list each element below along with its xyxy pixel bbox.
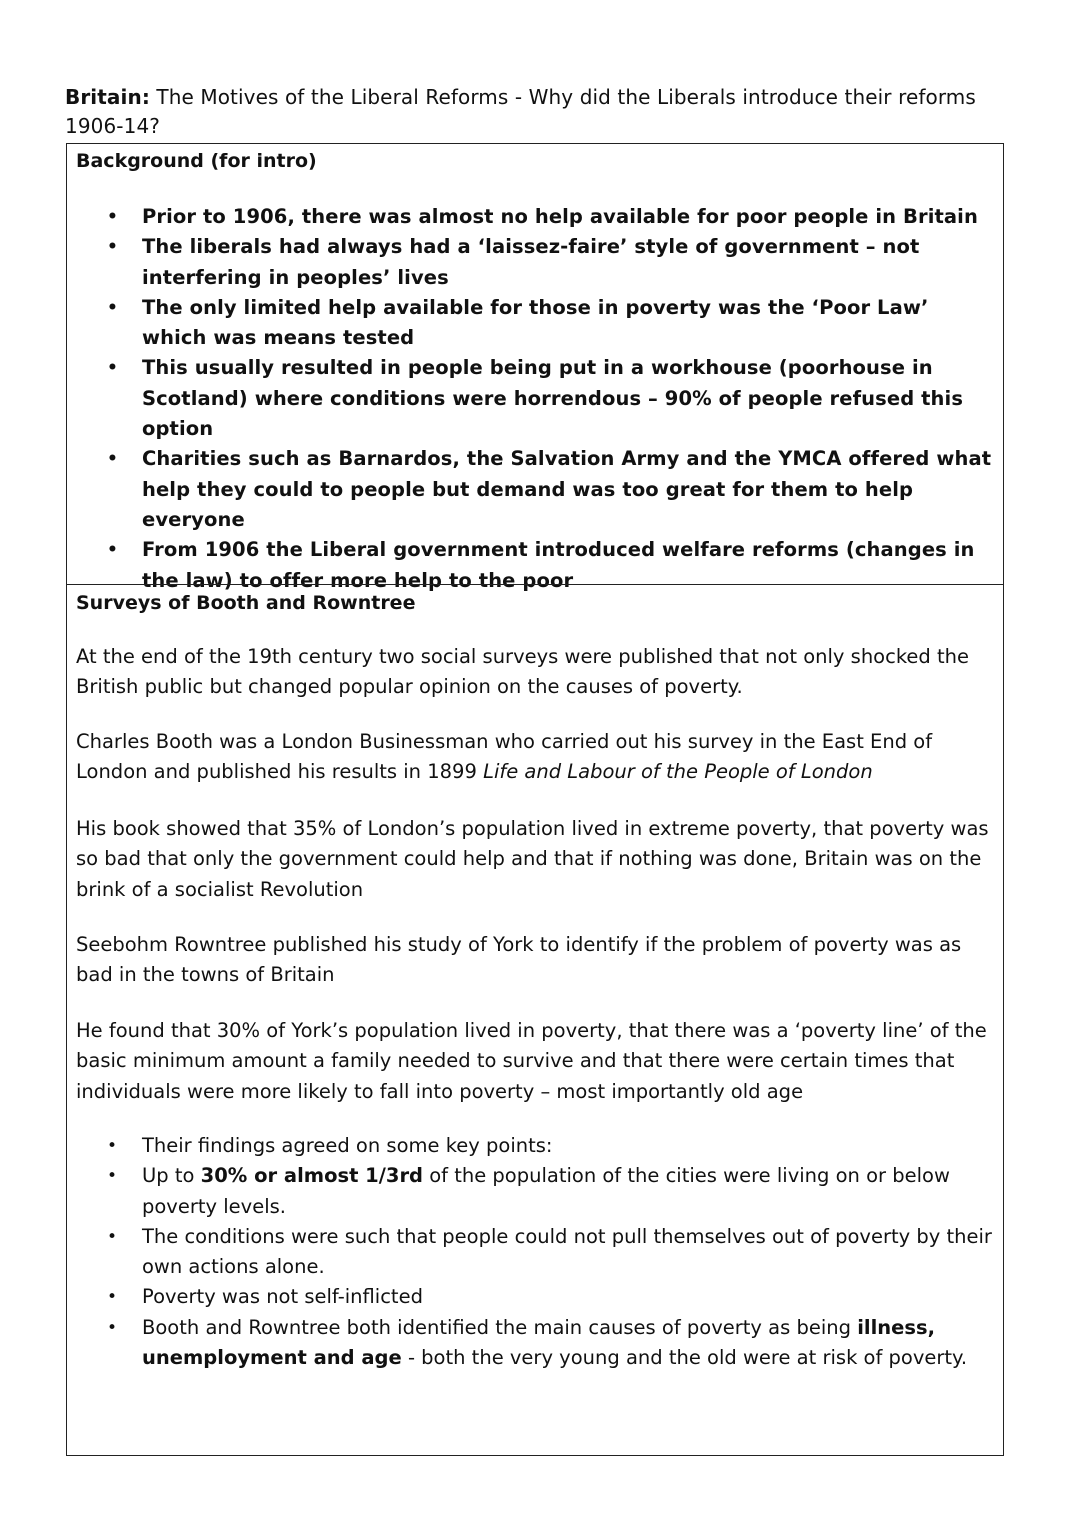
list-item-emphasis: 30% or almost 1/3rd bbox=[200, 1164, 424, 1188]
list-item-text: Booth and Rowntree both identified the main causes of poverty as being bbox=[142, 1315, 851, 1339]
list-item: • Prior to 1906, there was almost no help available for poor people in Britain bbox=[107, 202, 992, 232]
background-list bbox=[107, 202, 992, 596]
background-heading: Background (for intro) bbox=[76, 150, 317, 172]
list-item: • The conditions were such that people could not pull themselves out of poverty by their own actions alone. bbox=[107, 1222, 992, 1283]
list-item-emphasis: illness, unemployment and age bbox=[142, 1315, 935, 1370]
list-item-text: - both the very young and the old were at risk of poverty. bbox=[407, 1346, 968, 1370]
surveys-heading: Surveys of Booth and Rowntree bbox=[76, 592, 416, 614]
list-item-text: of the population of the cities were living on or below poverty levels. bbox=[142, 1164, 950, 1218]
list-item: • From 1906 the Liberal government introduced welfare reforms (changes in the law) to offer more help to the poor bbox=[107, 535, 992, 596]
list-item: • Their findings agreed on some key points: bbox=[107, 1131, 992, 1161]
booth-findings-paragraph: His book showed that 35% of London’s population lived in extreme poverty, that poverty was so bad that only the government could help and that if nothing was done, Britain was on the brink of a socialist Revolution bbox=[76, 817, 989, 901]
surveys-intro-paragraph: At the end of the 19th century two social surveys were published that not only shocked the British public but changed popular opinion on the causes of poverty. bbox=[76, 645, 970, 699]
surveys-section bbox=[66, 584, 1004, 1456]
key-points-list bbox=[107, 1131, 992, 1373]
list-item: • Charities such as Barnardos, the Salvation Army and the YMCA offered what help they could to people but demand was too great for them to help everyone bbox=[107, 444, 992, 535]
list-item: • Poverty was not self-inflicted bbox=[107, 1282, 992, 1312]
title-text: The Motives of the Liberal Reforms - Why did the Liberals introduce their reforms 1906-14? bbox=[65, 85, 976, 138]
rowntree-paragraph: Seebohm Rowntree published his study of York to identify if the problem of poverty was as bad in the towns of Britain bbox=[76, 933, 962, 987]
booth-paragraph bbox=[76, 727, 991, 788]
title-country: Britain: bbox=[65, 85, 150, 109]
list-item: • This usually resulted in people being put in a workhouse (poorhouse in Scotland) where conditions were horrendous – 90% of people refused this option bbox=[107, 353, 992, 444]
document-title bbox=[65, 83, 1025, 141]
list-item bbox=[107, 1161, 992, 1222]
background-section bbox=[66, 143, 1004, 592]
booth-book-title: Life and Labour of the People of London bbox=[483, 760, 873, 784]
york-findings-paragraph: He found that 30% of York’s population lived in poverty, that there was a ‘poverty line’ of the basic minimum amount a family needed to survive and that there were certain times that individuals were more likely to fall into poverty – most importantly old age bbox=[76, 1019, 987, 1103]
list-item: • The liberals had always had a ‘laissez-faire’ style of government – not interfering in peoples’ lives bbox=[107, 232, 992, 293]
booth-text: Charles Booth was a London Businessman who carried out his survey in the East End of London and published his results in 1899 bbox=[76, 730, 933, 784]
list-item bbox=[107, 1313, 992, 1374]
list-item: • The only limited help available for those in poverty was the ‘Poor Law’ which was means tested bbox=[107, 293, 992, 354]
list-item-text: Up to bbox=[142, 1164, 195, 1188]
